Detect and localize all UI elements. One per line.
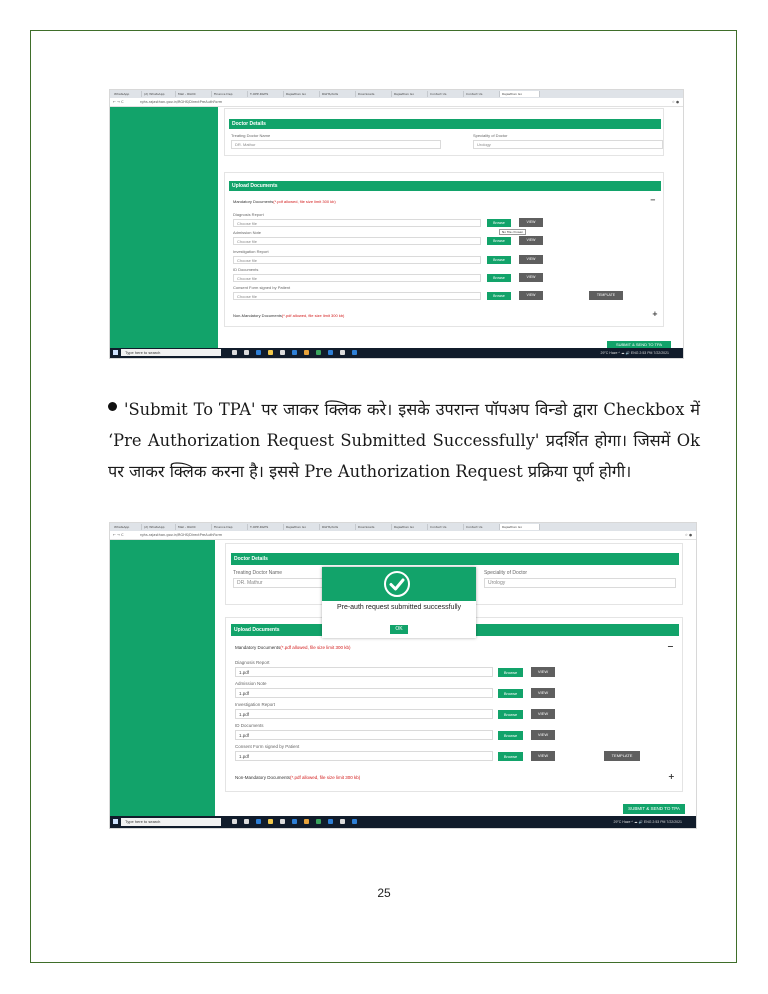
template-button[interactable]: TEMPLATE xyxy=(604,751,640,761)
browser-tab[interactable]: RGHS/AUG xyxy=(320,524,356,530)
screenshot-upload-documents xyxy=(110,90,683,358)
collapse-icon[interactable]: − xyxy=(667,642,674,651)
popup-message: Pre-auth request submitted successfully xyxy=(336,604,462,611)
non-mandatory-docs-toggle[interactable] xyxy=(235,775,360,780)
non-mandatory-docs-label: Non-Mandatory Documents xyxy=(235,775,291,780)
mandatory-docs-note: (*.pdf allowed, file size limit 300 kb) xyxy=(273,199,336,204)
file-input[interactable]: 1.pdf xyxy=(235,730,493,740)
doctor-details-header: Doctor Details xyxy=(231,553,679,565)
nav-arrows-icon[interactable]: ← → C xyxy=(113,533,124,537)
app-icon[interactable] xyxy=(328,819,333,824)
browser-tab[interactable]: Rajasthan Go xyxy=(284,91,320,97)
file-input[interactable]: Choose file xyxy=(233,256,481,264)
url-text: rghs.rajasthan.gov.in/RGHS/DirectPreAuthForm xyxy=(140,533,223,537)
mail-icon[interactable] xyxy=(292,350,297,355)
browser-tab[interactable]: Rajasthan Go xyxy=(392,91,428,97)
view-button[interactable]: VIEW xyxy=(531,709,555,719)
file-tooltip: No file chosen xyxy=(499,229,526,235)
app-icon[interactable] xyxy=(352,819,357,824)
doctor-details-header: Doctor Details xyxy=(229,119,661,129)
view-button[interactable]: VIEW xyxy=(519,255,543,264)
browse-button[interactable]: Browse xyxy=(487,292,511,300)
doc-label: Consent Form signed by Patient xyxy=(233,285,291,290)
file-input[interactable]: 1.pdf xyxy=(235,688,493,698)
browser-tab[interactable]: Contact Us xyxy=(428,524,464,530)
windows-taskbar xyxy=(110,816,696,828)
edge-icon[interactable] xyxy=(244,819,249,824)
taskbar-search[interactable]: Type here to search xyxy=(121,818,221,826)
mandatory-docs-toggle[interactable] xyxy=(233,199,336,204)
upload-documents-panel xyxy=(224,172,664,327)
speciality-input[interactable]: Urology xyxy=(473,140,663,149)
browser-tab[interactable]: WhatsApp xyxy=(112,91,142,97)
store-icon[interactable] xyxy=(280,350,285,355)
non-mandatory-docs-note: (*.pdf allowed, file size limit 300 kb) xyxy=(290,775,361,780)
app-icon[interactable] xyxy=(316,819,321,824)
system-tray[interactable]: 29°C Haze ^ ☁ 🔊 ENG 2:53 PM 7/22/2021 xyxy=(600,351,669,355)
success-popup xyxy=(322,567,476,638)
browser-tab[interactable]: RGHS/AUG xyxy=(320,91,356,97)
browse-button[interactable]: Browse xyxy=(487,237,511,245)
browse-button[interactable]: Browse xyxy=(498,752,523,761)
doc-label: Investigation Report xyxy=(233,249,269,254)
mandatory-docs-label: Mandatory Documents xyxy=(235,645,281,650)
chrome-icon[interactable] xyxy=(304,350,309,355)
browse-button[interactable]: Browse xyxy=(498,710,523,719)
task-view-icon[interactable] xyxy=(232,819,237,824)
view-button[interactable]: VIEW xyxy=(519,236,543,245)
doc-label: Investigation Report xyxy=(235,702,276,707)
browse-button[interactable]: Browse xyxy=(487,219,511,227)
file-input[interactable]: 1.pdf xyxy=(235,751,493,761)
upload-documents-header: Upload Documents xyxy=(229,181,661,191)
browser-tab[interactable]: Mail - RGDC xyxy=(176,91,212,97)
doc-label: Diagnosis Report xyxy=(233,212,264,217)
expand-icon[interactable]: + xyxy=(652,310,658,318)
store-icon[interactable] xyxy=(280,819,285,824)
file-input[interactable]: Choose file xyxy=(233,274,481,282)
template-button[interactable]: TEMPLATE xyxy=(589,291,623,300)
view-button[interactable]: VIEW xyxy=(519,218,543,227)
browser-tab[interactable]: Finance Dep xyxy=(212,91,248,97)
browser-tabbar xyxy=(110,90,683,98)
browser-tab[interactable]: Downloads xyxy=(356,524,392,530)
browser-tabbar xyxy=(110,523,696,531)
browse-button[interactable]: Browse xyxy=(487,256,511,264)
view-button[interactable]: VIEW xyxy=(531,667,555,677)
non-mandatory-docs-toggle[interactable] xyxy=(233,313,344,318)
address-bar[interactable] xyxy=(110,98,683,107)
browser-tab[interactable]: Mail - RGDC xyxy=(176,524,212,530)
speciality-input[interactable]: Urology xyxy=(484,578,676,588)
browser-tab[interactable]: Contact Us xyxy=(428,91,464,97)
mandatory-docs-toggle[interactable] xyxy=(235,645,351,650)
explorer-icon[interactable] xyxy=(256,819,261,824)
upload-documents-panel xyxy=(225,617,683,792)
upload-documents-header: Upload Documents xyxy=(231,624,679,636)
browser-tab[interactable]: Rajasthan Go xyxy=(392,524,428,530)
browser-tab[interactable]: Rajasthan Go xyxy=(284,524,320,530)
app-icon[interactable] xyxy=(340,819,345,824)
view-button[interactable]: VIEW xyxy=(531,730,555,740)
treating-doctor-label: Treating Doctor Name xyxy=(231,133,271,138)
treating-doctor-input[interactable]: DR. Mathur xyxy=(233,578,433,588)
edge-icon[interactable] xyxy=(244,350,249,355)
non-mandatory-docs-label: Non-Mandatory Documents xyxy=(233,313,282,318)
address-bar[interactable] xyxy=(110,531,696,540)
mandatory-docs-note: (*.pdf allowed, file size limit 300 kb) xyxy=(280,645,351,650)
view-button[interactable]: VIEW xyxy=(531,751,555,761)
view-button[interactable]: VIEW xyxy=(519,273,543,282)
speciality-label: Speciality of Doctor xyxy=(473,133,508,138)
browse-button[interactable]: Browse xyxy=(487,274,511,282)
task-view-icon[interactable] xyxy=(232,350,237,355)
windows-start-icon[interactable] xyxy=(113,350,118,355)
doc-label: Admission Note xyxy=(233,230,262,235)
app-icon[interactable] xyxy=(316,350,321,355)
taskbar-search[interactable]: Type here to search xyxy=(121,349,221,356)
treating-doctor-input[interactable]: DR. Mathur xyxy=(231,140,441,149)
browse-button[interactable]: Browse xyxy=(498,689,523,698)
browser-tab[interactable]: Downloads xyxy=(356,91,392,97)
windows-taskbar xyxy=(110,348,683,358)
instruction-paragraph xyxy=(108,394,700,487)
submit-to-tpa-button[interactable]: SUBMIT & SEND TO TPA xyxy=(607,341,671,349)
browser-tab[interactable]: T-OPP-RGHS xyxy=(248,524,284,530)
browser-tab[interactable]: WhatsApp xyxy=(112,524,142,530)
system-tray[interactable]: 29°C Haze ^ ☁ 🔊 ENG 2:53 PM 7/22/2021 xyxy=(613,820,682,824)
sidebar xyxy=(110,540,215,816)
explorer-icon[interactable] xyxy=(256,350,261,355)
windows-start-icon[interactable] xyxy=(113,819,118,824)
browser-tab[interactable]: Finance Dep xyxy=(212,524,248,530)
sidebar xyxy=(110,107,218,348)
view-button[interactable]: VIEW xyxy=(531,688,555,698)
instruction-text: 'Submit To TPA' पर जाकर क्लिक करे। इसके उपरान्त पॉपअप विन्डो द्वारा Checkbox में ‘Pre Authorization Request Submitted Successfully' प्रदर्शित होगा। जिसमें Ok पर जाकर क्लिक करना है। इससे Pre Authorization Request प्रक्रिया पूर्ण होगी। xyxy=(108,400,700,481)
view-button[interactable]: VIEW xyxy=(519,291,543,300)
browser-tab[interactable]: (2) WhatsApp xyxy=(142,91,176,97)
folder-icon[interactable] xyxy=(268,350,273,355)
file-input[interactable]: 1.pdf xyxy=(235,667,493,677)
doc-label: Admission Note xyxy=(235,681,267,686)
browse-button[interactable]: Browse xyxy=(498,668,523,677)
doc-label: Consent Form signed by Patient xyxy=(235,744,300,749)
file-input[interactable]: 1.pdf xyxy=(235,709,493,719)
app-icon[interactable] xyxy=(328,350,333,355)
doc-label: Diagnosis Report xyxy=(235,660,270,665)
profile-icon[interactable]: ☆ ● xyxy=(684,533,692,537)
file-input[interactable]: Choose file xyxy=(233,292,481,300)
browser-tab-active[interactable]: Rajasthan Go xyxy=(500,524,540,530)
folder-icon[interactable] xyxy=(268,819,273,824)
file-input[interactable]: Choose file xyxy=(233,237,481,245)
browser-tab[interactable]: (2) WhatsApp xyxy=(142,524,176,530)
page-number: 25 xyxy=(377,886,391,900)
browser-tab[interactable]: T-OPP-RGHS xyxy=(248,91,284,97)
nav-arrows-icon[interactable]: ← → C xyxy=(113,100,124,104)
check-circle-icon xyxy=(383,570,411,598)
submit-to-tpa-button[interactable]: SUBMIT & SEND TO TPA xyxy=(623,804,685,814)
popup-ok-button[interactable]: OK xyxy=(390,625,408,634)
non-mandatory-docs-note: (*.pdf allowed, file size limit 300 kb) xyxy=(281,313,345,318)
app-icon[interactable] xyxy=(352,350,357,355)
browser-tab[interactable]: Contact Us xyxy=(464,91,500,97)
mandatory-docs-label: Mandatory Documents xyxy=(233,199,274,204)
screenshot-success-popup xyxy=(110,523,696,828)
chrome-icon[interactable] xyxy=(304,819,309,824)
profile-icon[interactable]: ☆ ● xyxy=(671,100,679,104)
browse-button[interactable]: Browse xyxy=(498,731,523,740)
treating-doctor-label: Treating Doctor Name xyxy=(233,570,282,576)
url-text: rghs.rajasthan.gov.in/RGHS/DirectPreAuthForm xyxy=(140,100,223,104)
doctor-details-panel xyxy=(224,108,664,156)
mail-icon[interactable] xyxy=(292,819,297,824)
browser-tab[interactable]: Contact Us xyxy=(464,524,500,530)
doc-label: ID Documents xyxy=(233,267,259,272)
app-icon[interactable] xyxy=(340,350,345,355)
file-input[interactable]: Choose file xyxy=(233,219,481,227)
browser-tab-active[interactable]: Rajasthan Go xyxy=(500,91,540,97)
expand-icon[interactable]: + xyxy=(668,772,675,781)
speciality-label: Speciality of Doctor xyxy=(484,570,528,576)
doc-label: ID Documents xyxy=(235,723,264,728)
collapse-icon[interactable]: − xyxy=(650,196,656,204)
